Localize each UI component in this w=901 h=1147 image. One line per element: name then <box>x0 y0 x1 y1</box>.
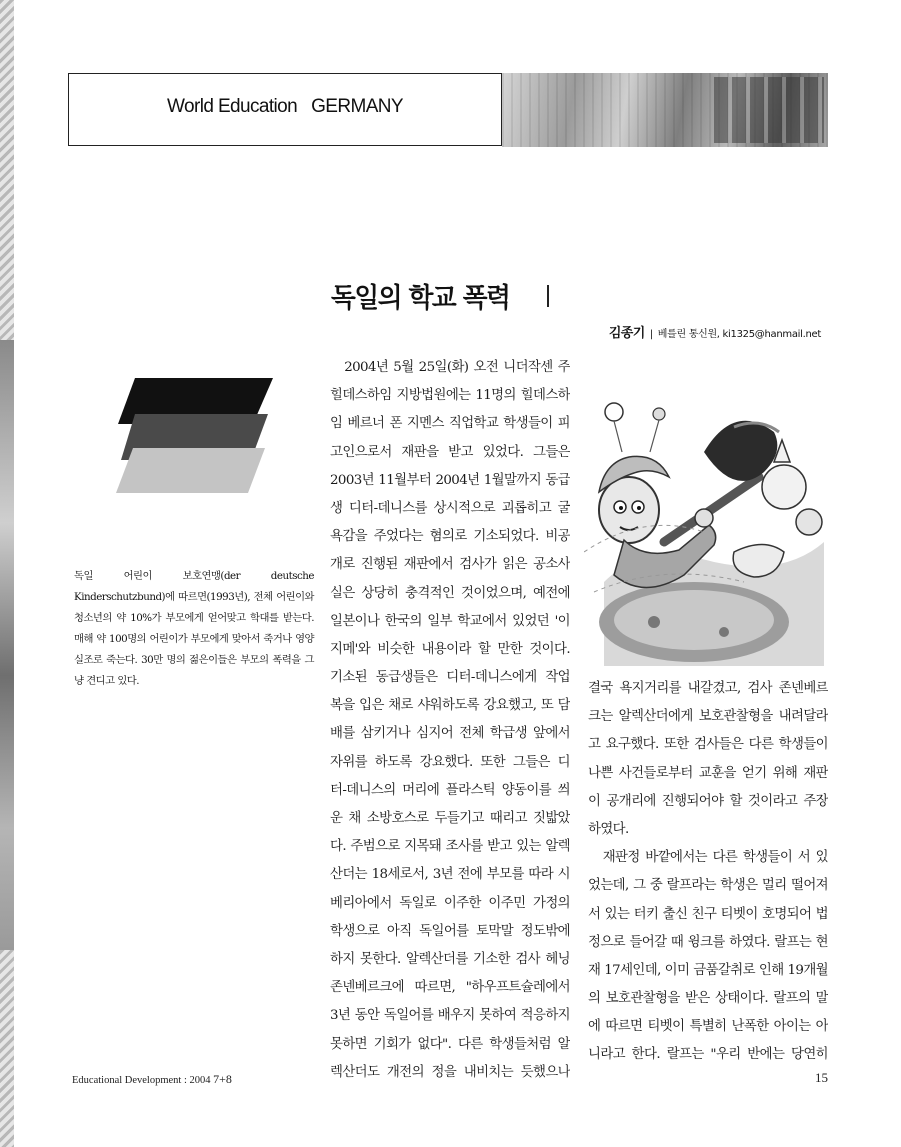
section-title: World Education GERMANY <box>167 96 403 117</box>
keyboard-image <box>714 77 824 143</box>
body-line: 힐데스하임 지방법원에는 11명의 힐데스하 <box>330 388 570 404</box>
body-line: 자위를 하도록 강요했다. 또한 그들은 디 <box>330 754 570 770</box>
body-line: 학생으로 아직 독일어를 토막말 정도밖에 <box>330 923 570 939</box>
body-line: 이 공개리에 진행되어야 할 것이라고 주장 <box>588 793 828 809</box>
body-line: 다. 주범으로 지목돼 조사를 받고 있는 알렉 <box>330 839 570 855</box>
body-line: 임 베르너 폰 지멘스 직업학교 학생들이 피 <box>330 416 570 432</box>
body-line: 개로 진행된 재판에서 검사가 읽은 공소사 <box>330 557 570 573</box>
body-line: 에 따르면 티벳이 특별히 난폭한 아이는 아 <box>588 1019 828 1035</box>
body-line: 터-데니스의 머리에 플라스틱 양동이를 씌 <box>330 782 570 798</box>
author-name: 김종기 <box>608 326 645 341</box>
body-line: 복을 입은 채로 샤워하도록 강요했고, 또 담 <box>330 698 570 714</box>
body-line: 의 보호관찰형을 받은 상태이다. 랄프의 말 <box>588 991 828 1007</box>
body-line: 재 17세인데, 이미 금품갈취로 인해 19개월 <box>588 962 828 978</box>
body-column-1 <box>330 354 570 1087</box>
cartoon-illustration <box>584 392 828 666</box>
body-line: 못하면 기회가 없다". 다른 학생들처럼 알 <box>330 1036 570 1052</box>
body-column-2 <box>588 675 828 1070</box>
body-line: 운 채 소방호스로 두들기고 때리고 짓밟았 <box>330 811 570 826</box>
footer-journal <box>72 1072 232 1087</box>
left-photo-strip <box>0 340 14 950</box>
body-line: 정으로 들어갈 때 윙크를 하였다. 랄프는 현 <box>588 934 828 950</box>
body-line: 서 있는 터키 출신 친구 티벳이 호명되어 법 <box>588 906 828 922</box>
body-line: 2003년 11월부터 2004년 1월말까지 동급 <box>330 472 570 488</box>
body-line: 재판정 바깥에서는 다른 학생들이 서 있 <box>588 850 828 866</box>
body-line: 결국 욕지거리를 내갈겼고, 검사 존넨베르 <box>588 681 828 696</box>
byline-separator: | <box>649 329 653 340</box>
body-line: 산더는 18세로서, 3년 전에 부모를 따라 시 <box>330 867 570 883</box>
body-line: 렉산더도 개전의 정을 내비치는 듯했으나 <box>330 1064 570 1080</box>
title-bar-mark <box>547 285 549 307</box>
body-line: 하였다. <box>588 821 629 837</box>
body-line: 나쁜 사건들로부터 교훈을 얻기 위해 재판 <box>588 765 828 781</box>
byline <box>609 322 821 341</box>
body-line: 3년 동안 독일어를 배우지 못하여 적응하지 <box>330 1008 570 1024</box>
body-line: 일본이나 한국의 일부 학교에서 있었던 '이 <box>330 613 570 629</box>
flag-stripe-light-gray <box>116 448 265 493</box>
sidebar-note: 독일 어린이 보호연맹(der deutsche Kinderschutzbund)에 따르면(1993년), 전체 어린이와 청소년의 약 10%가 부모에게 얻어맞고 학대를 받는다. 매해 약 100명의 어린이가 부모에게 맞아서 죽거나 영양실조로 죽는다. 30만 명의 젊은이들은 부모의 폭력을 그냥 견디고 있다. <box>74 570 314 687</box>
german-flag-icon <box>113 378 273 496</box>
body-line: 었는데, 그 중 랄프라는 학생은 멀리 떨어져 <box>588 878 828 894</box>
body-line: 존넨베르크에 따르면, "하우프트슐레에서 <box>330 980 570 996</box>
byline-detail: 베를린 통신원, ki1325@hanmail.net <box>657 329 821 340</box>
body-line: 생 디터-데니스를 상시적으로 괴롭히고 굴 <box>330 500 570 516</box>
page-number: 15 <box>815 1070 828 1085</box>
body-line: 지메'와 비슷한 내용이라 할 만한 것이다. <box>330 641 570 657</box>
issue-number: 7+8 <box>213 1072 232 1086</box>
body-line: 크는 알렉산더에게 보호관찰형을 내려달라 <box>588 709 828 725</box>
body-line: 2004년 5월 25일(화) 오전 니더작센 주 <box>330 360 570 375</box>
body-line: 배를 삼키거나 심지어 전체 학급생 앞에서 <box>330 726 570 742</box>
body-line: 실은 상당히 충격적인 것이었으며, 예전에 <box>330 585 570 601</box>
header-photo <box>502 73 828 147</box>
body-line: 하지 못한다. 알렉산더를 기소한 검사 헤닝 <box>330 951 570 967</box>
article-title: 독일의 학교 폭력 <box>331 283 510 314</box>
body-line: 니라고 한다. 랄프는 "우리 반에는 당연히 <box>588 1047 828 1063</box>
body-line: 고인으로서 재판을 받고 있었다. 그들은 <box>330 444 570 460</box>
body-line: 욕감을 주었다는 혐의로 기소되었다. 비공 <box>330 529 570 545</box>
body-line: 베리아에서 독일로 이주한 이주민 가정의 <box>330 895 570 911</box>
body-line: 고 요구했다. 또한 검사들은 다른 학생들이 <box>588 737 828 753</box>
body-line: 기소된 동급생들은 디터-데니스에게 작업 <box>330 670 570 686</box>
journal-name: Educational Development : 2004 <box>72 1075 214 1086</box>
